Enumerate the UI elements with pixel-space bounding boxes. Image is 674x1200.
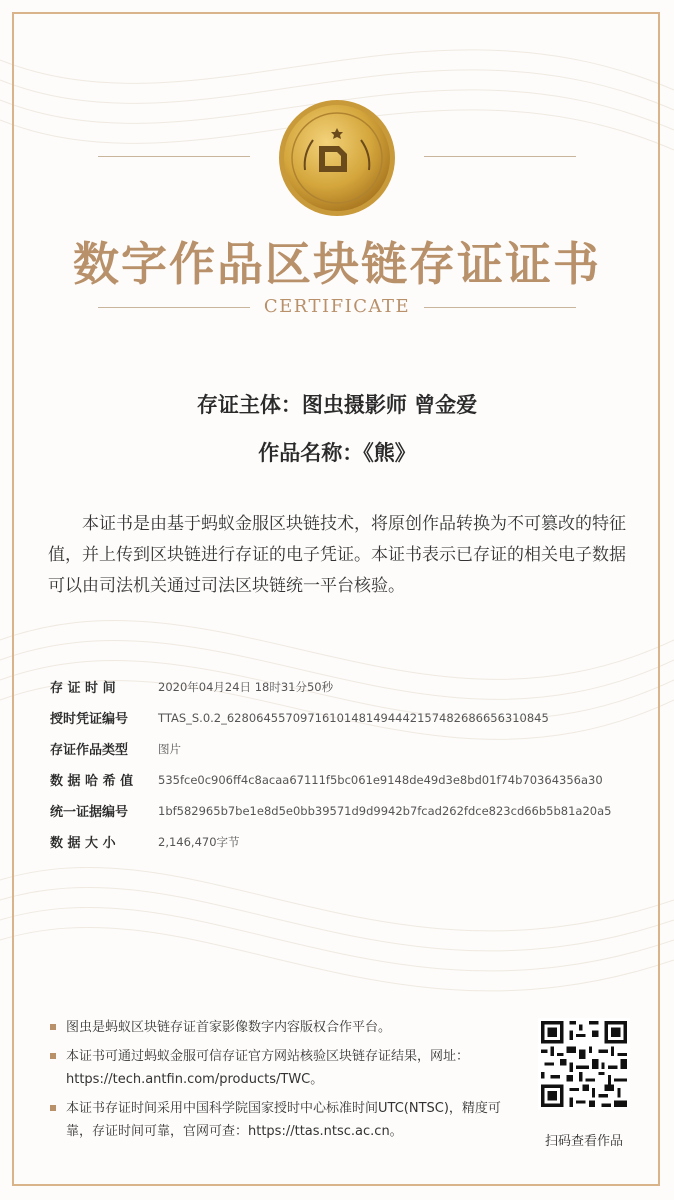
note-item [50,1016,520,1039]
detail-row [50,826,640,857]
top-left-divider [98,156,250,157]
detail-row [50,702,640,733]
detail-row [50,764,640,795]
bullet-icon [50,1053,56,1059]
detail-row [50,733,640,764]
detail-label: 数 据 大 小 [50,836,116,851]
qr-code-icon[interactable] [538,1018,630,1110]
detail-label: 授时凭证编号 [50,712,129,727]
details-table [50,671,640,857]
qr-caption: 扫码查看作品 [544,1134,623,1149]
detail-label: 数 据 哈 希 值 [50,774,134,789]
detail-value: 1bf582965b7be1e8d5e0bb39571d9d9942b7fcad262fdce823cd66b5b81a20a5 [158,803,612,818]
bullet-icon [50,1105,56,1111]
note-text: 图虫是蚂蚁区块链存证首家影像数字内容版权合作平台。 [66,1020,392,1035]
detail-value: 535fce0c906ff4c8acaa67111f5bc061e9148de49d3e8bd01f74b70364356a30 [158,772,603,787]
detail-label: 存 证 时 间 [50,681,116,696]
certificate-subtitle: CERTIFICATE [263,296,411,317]
detail-value: 图片 [158,741,181,756]
bullet-icon [50,1024,56,1030]
detail-label: 统一证据编号 [50,805,129,820]
detail-value: 2,146,470字节 [158,834,240,849]
note-text: 本证书存证时间采用中国科学院国家授时中心标准时间UTC(NTSC)，精度可靠，存证时间可靠，官网可查：https://ttas.ntsc.ac.cn。 [66,1101,501,1139]
work-title: 作品名称：《熊》 [258,441,416,465]
detail-value: TTAS_S.0.2_6280645570971610148149444215748268665631084​5 [158,710,549,725]
certificate-subject: 存证主体：图虫摄影师 曾金爱 [196,393,478,417]
note-item [50,1045,520,1091]
detail-row [50,795,640,826]
certificate-title: 数字作品区块链存证证书 [73,237,601,291]
subtitle-right-line [424,307,576,308]
gold-seal-icon [277,98,397,218]
top-right-divider [424,156,576,157]
note-item [50,1097,520,1143]
note-text: 本证书可通过蚂蚁金服可信存证官方网站核验区块链存证结果，网址：https://tech.antfin.com/products/TWC。 [66,1049,470,1087]
detail-value: 2020年04月24日 18时31分50秒 [158,679,334,694]
detail-label: 存证作品类型 [50,743,129,758]
certificate-description: 本证书是由基于蚂蚁金服区块链技术，将原创作品转换为不可篡改的特征值，并上传到区块链进行存证的电子凭证。本证书表示已存证的相关电子数据可以由司法机关通过司法区块链统一平台核验。 [48,514,626,596]
notes-list [50,1016,520,1149]
detail-row [50,671,640,702]
